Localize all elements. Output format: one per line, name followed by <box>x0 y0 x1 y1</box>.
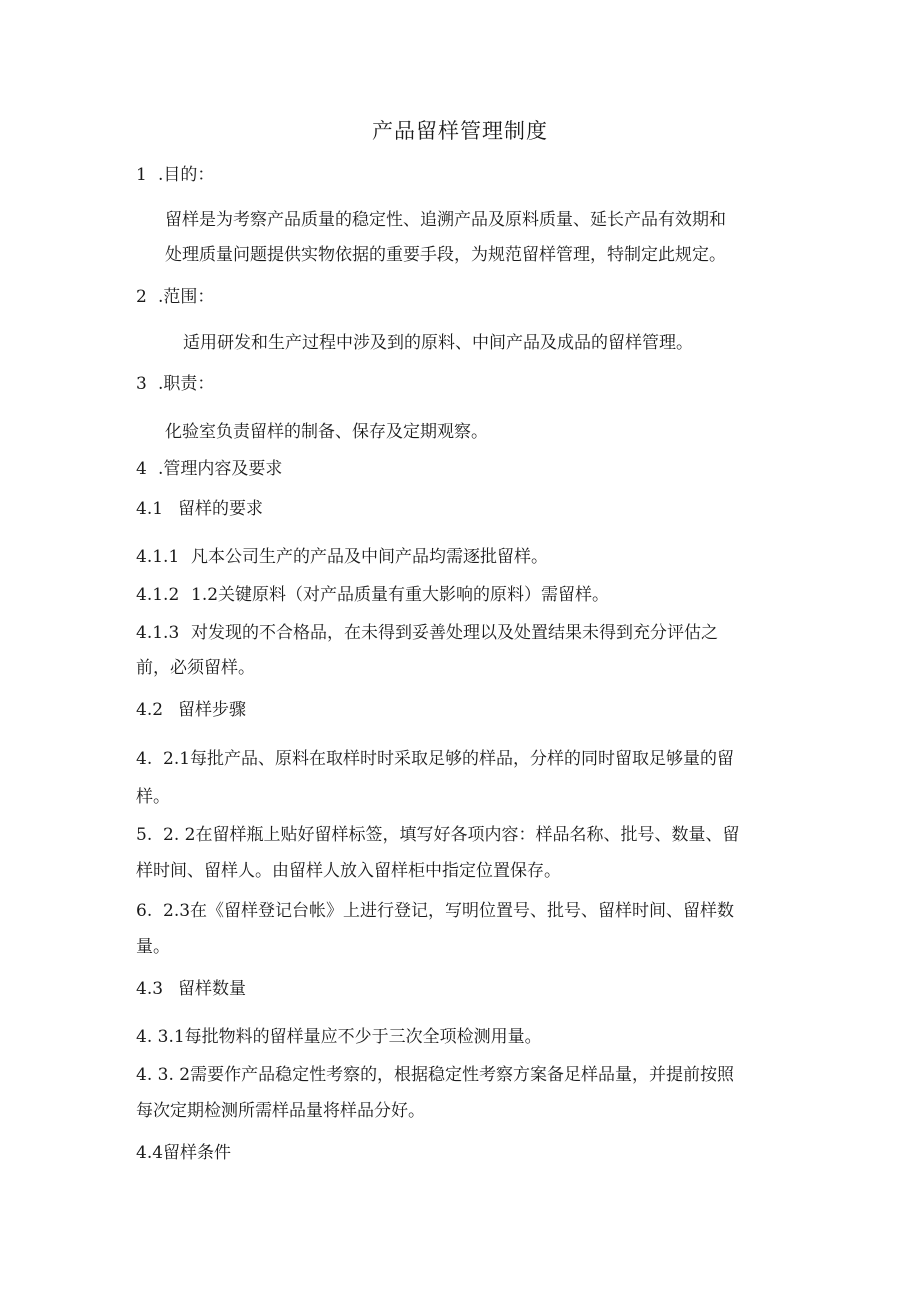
document-title: 产品留样管理制度 <box>372 119 548 143</box>
clause-text: 1.2关键原料（对产品质量有重大影响的原料）需留样。 <box>191 585 610 605</box>
clause-continuation: 每次定期检测所需样品量将样品分好。 <box>136 1101 425 1121</box>
clause-4-1-3 <box>136 623 718 643</box>
section-heading-text: .目的： <box>158 165 215 185</box>
section-heading-text: 留样数量 <box>178 979 246 999</box>
section-number: 4.2 <box>136 700 164 720</box>
section-number: 2 <box>136 287 147 307</box>
section-heading-text: .职责： <box>158 374 215 394</box>
subsection-4-1-heading <box>136 499 263 519</box>
step-item <box>136 749 734 769</box>
step-number: 4. <box>136 749 153 769</box>
clause-number: 4.1.2 <box>136 585 180 605</box>
step-text: 2. 2在留样瓶上贴好留样标签，填写好各项内容：样品名称、批号、数量、留 <box>163 825 740 845</box>
paragraph-line: 处理质量问题提供实物依据的重要手段，为规范留样管理，特制定此规定。 <box>165 245 726 265</box>
section-heading-text: 留样步骤 <box>178 700 246 720</box>
step-continuation: 样时间、留样人。由留样人放入留样柜中指定位置保存。 <box>136 861 561 881</box>
section-number: 3 <box>136 374 147 394</box>
step-number: 6. <box>136 901 153 921</box>
step-text: 2.3在《留样登记台帐》上进行登记，写明位置号、批号、留样时间、留样数 <box>163 901 735 921</box>
section-number: 4.3 <box>136 979 164 999</box>
clause-number: 4.1.1 <box>136 547 180 567</box>
step-item <box>136 825 739 845</box>
subsection-4-2-heading <box>136 700 246 720</box>
paragraph-line: 适用研发和生产过程中涉及到的原料、中间产品及成品的留样管理。 <box>183 333 693 353</box>
step-continuation: 样。 <box>136 787 170 807</box>
paragraph-line: 化验室负责留样的制备、保存及定期观察。 <box>165 422 488 442</box>
section-number: 4 <box>136 459 147 479</box>
step-continuation: 量。 <box>136 937 170 957</box>
clause-continuation: 前，必须留样。 <box>136 658 255 678</box>
clause-number: 4.1.3 <box>136 623 180 643</box>
section-4-heading <box>136 459 282 479</box>
section-1-heading <box>136 165 214 185</box>
clause-4-1-2 <box>136 585 609 605</box>
subsection-4-4-heading: 4.4留样条件 <box>136 1143 232 1163</box>
section-2-heading <box>136 287 214 307</box>
step-text: 2.1每批产品、原料在取样时时采取足够的样品，分样的同时留取足够量的留 <box>163 749 735 769</box>
section-number: 4.1 <box>136 499 164 519</box>
section-heading-text: .范围： <box>158 287 215 307</box>
clause-4-1-1 <box>136 547 548 567</box>
clause-text: 凡本公司生产的产品及中间产品均需逐批留样。 <box>191 547 548 567</box>
subsection-4-3-heading <box>136 979 246 999</box>
section-3-heading <box>136 374 214 394</box>
section-heading-text: 留样的要求 <box>178 499 263 519</box>
section-number: 1 <box>136 165 147 185</box>
paragraph-line: 留样是为考察产品质量的稳定性、追溯产品及原料质量、延长产品有效期和 <box>165 210 726 230</box>
clause-4-3-1: 4. 3.1每批物料的留样量应不少于三次全项检测用量。 <box>136 1027 542 1047</box>
clause-4-3-2: 4. 3. 2需要作产品稳定性考察的，根据稳定性考察方案备足样品量，并提前按照 <box>136 1065 735 1085</box>
step-item <box>136 901 734 921</box>
section-heading-text: .管理内容及要求 <box>158 459 283 479</box>
step-number: 5. <box>136 825 153 845</box>
clause-text: 对发现的不合格品，在未得到妥善处理以及处置结果未得到充分评估之 <box>191 623 718 643</box>
